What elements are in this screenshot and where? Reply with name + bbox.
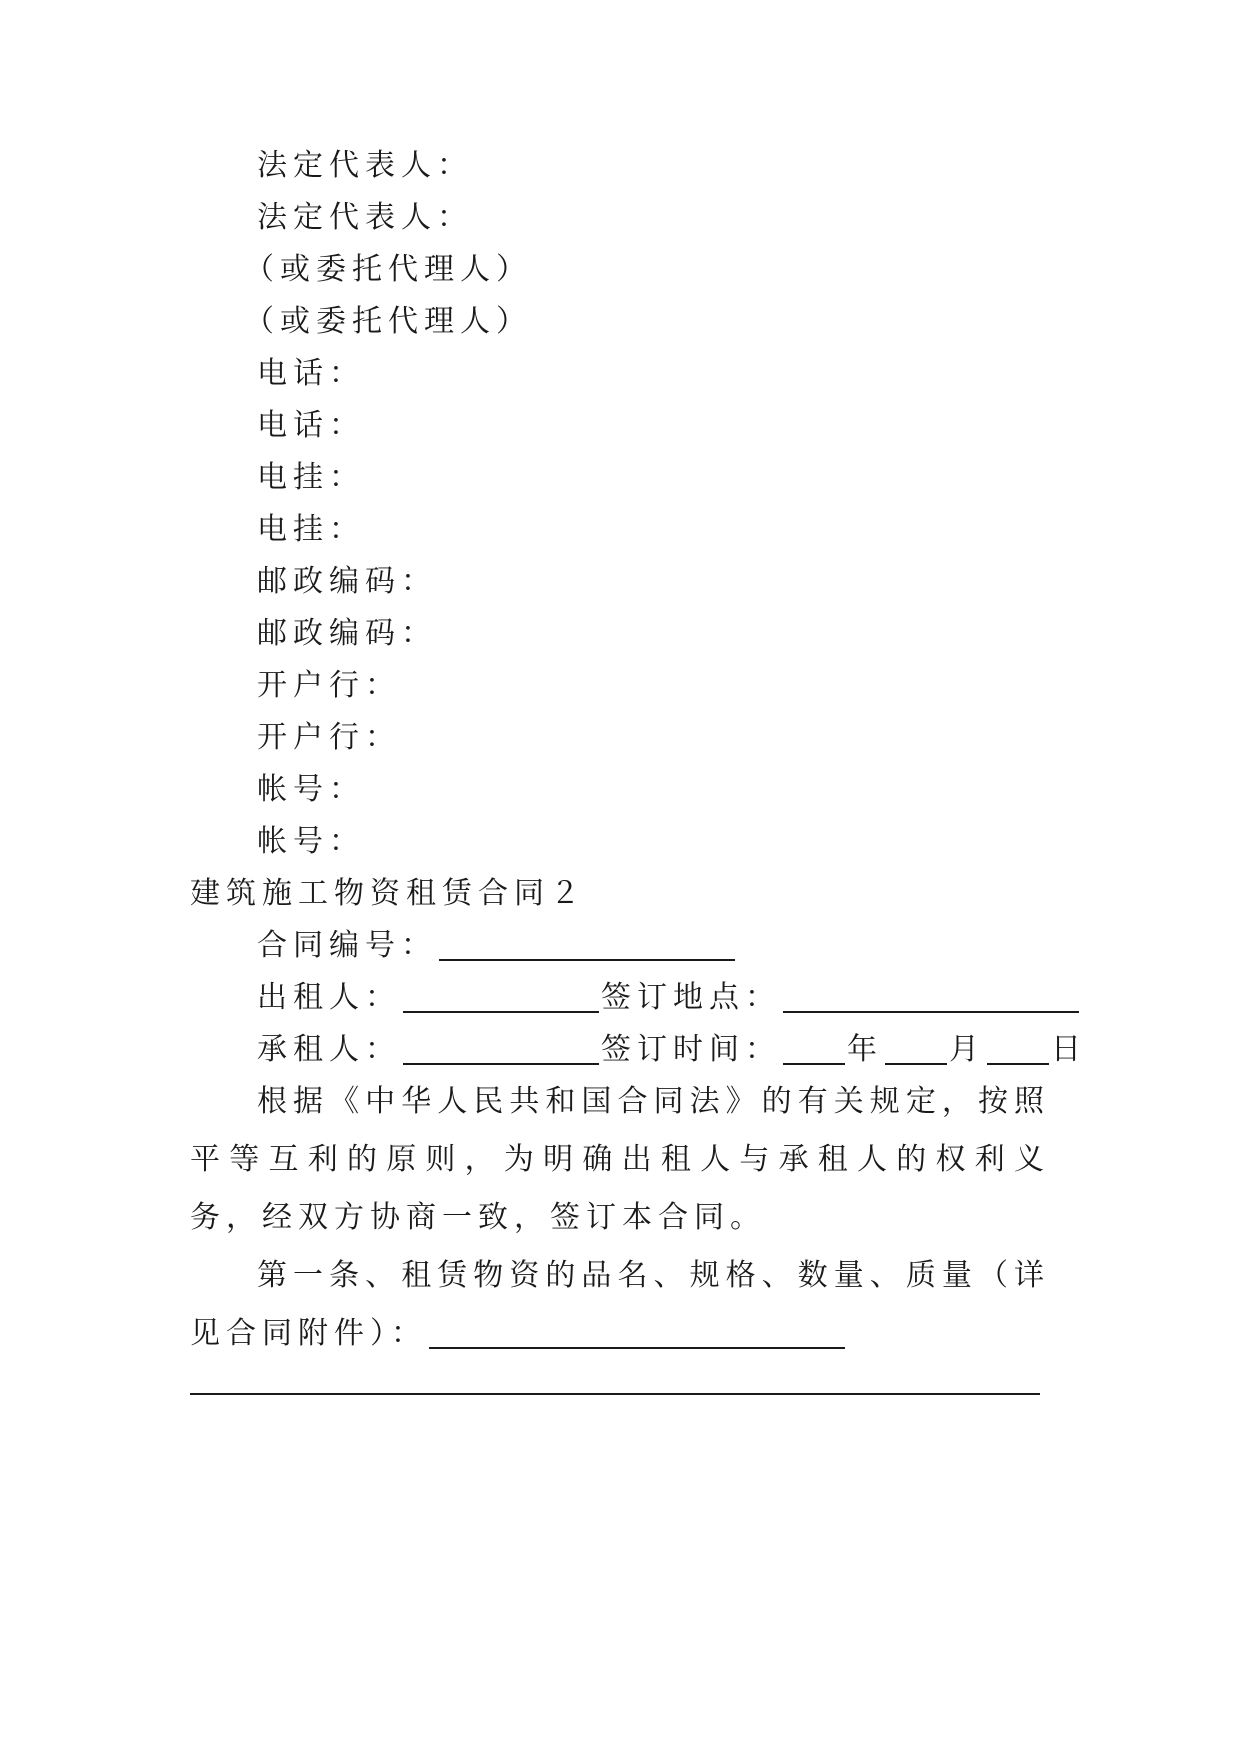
article-1-blank (429, 1317, 845, 1349)
lessor-row (257, 969, 1050, 1027)
legal-rep-field: 法定代表人： (257, 148, 473, 183)
year-blank (783, 1033, 845, 1065)
phone-field: 电话： (257, 408, 365, 443)
account-field: 帐号： (257, 824, 365, 859)
lessee-label: 承租人： (257, 1032, 401, 1067)
postcode-field: 邮政编码： (257, 616, 437, 651)
lessee-row (257, 1021, 1087, 1079)
lessor-label: 出租人： (257, 980, 401, 1015)
lessor-blank (403, 981, 599, 1013)
postcode-field: 邮政编码： (257, 564, 437, 599)
sign-place-label: 签订地点： (601, 980, 781, 1015)
phone-field: 电话： (257, 356, 365, 391)
month-blank (885, 1033, 947, 1065)
month-label: 月 (949, 1032, 985, 1067)
sign-time-label: 签订时间： (601, 1032, 781, 1067)
telegraph-field: 电挂： (257, 512, 365, 547)
intro-paragraph: 根据《中华人民共和国合同法》的有关规定，按照平等互利的原则，为明确出租人与承租人的权利义务，经双方协商一致，签订本合同。 (190, 1084, 1050, 1235)
contract-number-row (257, 917, 1050, 975)
article-1 (190, 1247, 1050, 1363)
account-field: 帐号： (257, 772, 365, 807)
agent-field: （或委托代理人） (244, 304, 532, 339)
contract-number-blank (439, 929, 735, 961)
day-label: 日 (1051, 1032, 1087, 1067)
article-1-text: 第一条、租赁物资的品名、规格、数量、质量（详见合同附件）： (190, 1258, 1050, 1351)
full-width-blank (190, 1363, 1040, 1395)
agent-field: （或委托代理人） (244, 252, 532, 287)
bank-field: 开户行： (257, 668, 401, 703)
blank-fill-line (190, 1351, 1050, 1409)
lessee-blank (403, 1033, 599, 1065)
year-label: 年 (847, 1032, 883, 1067)
bank-field: 开户行： (257, 720, 401, 755)
sign-place-blank (783, 981, 1079, 1013)
contract-number-label: 合同编号： (257, 928, 437, 963)
telegraph-field: 电挂： (257, 460, 365, 495)
section-title: 建筑施工物资租赁合同２ (190, 876, 586, 911)
legal-rep-field: 法定代表人： (257, 200, 473, 235)
day-blank (987, 1033, 1049, 1065)
